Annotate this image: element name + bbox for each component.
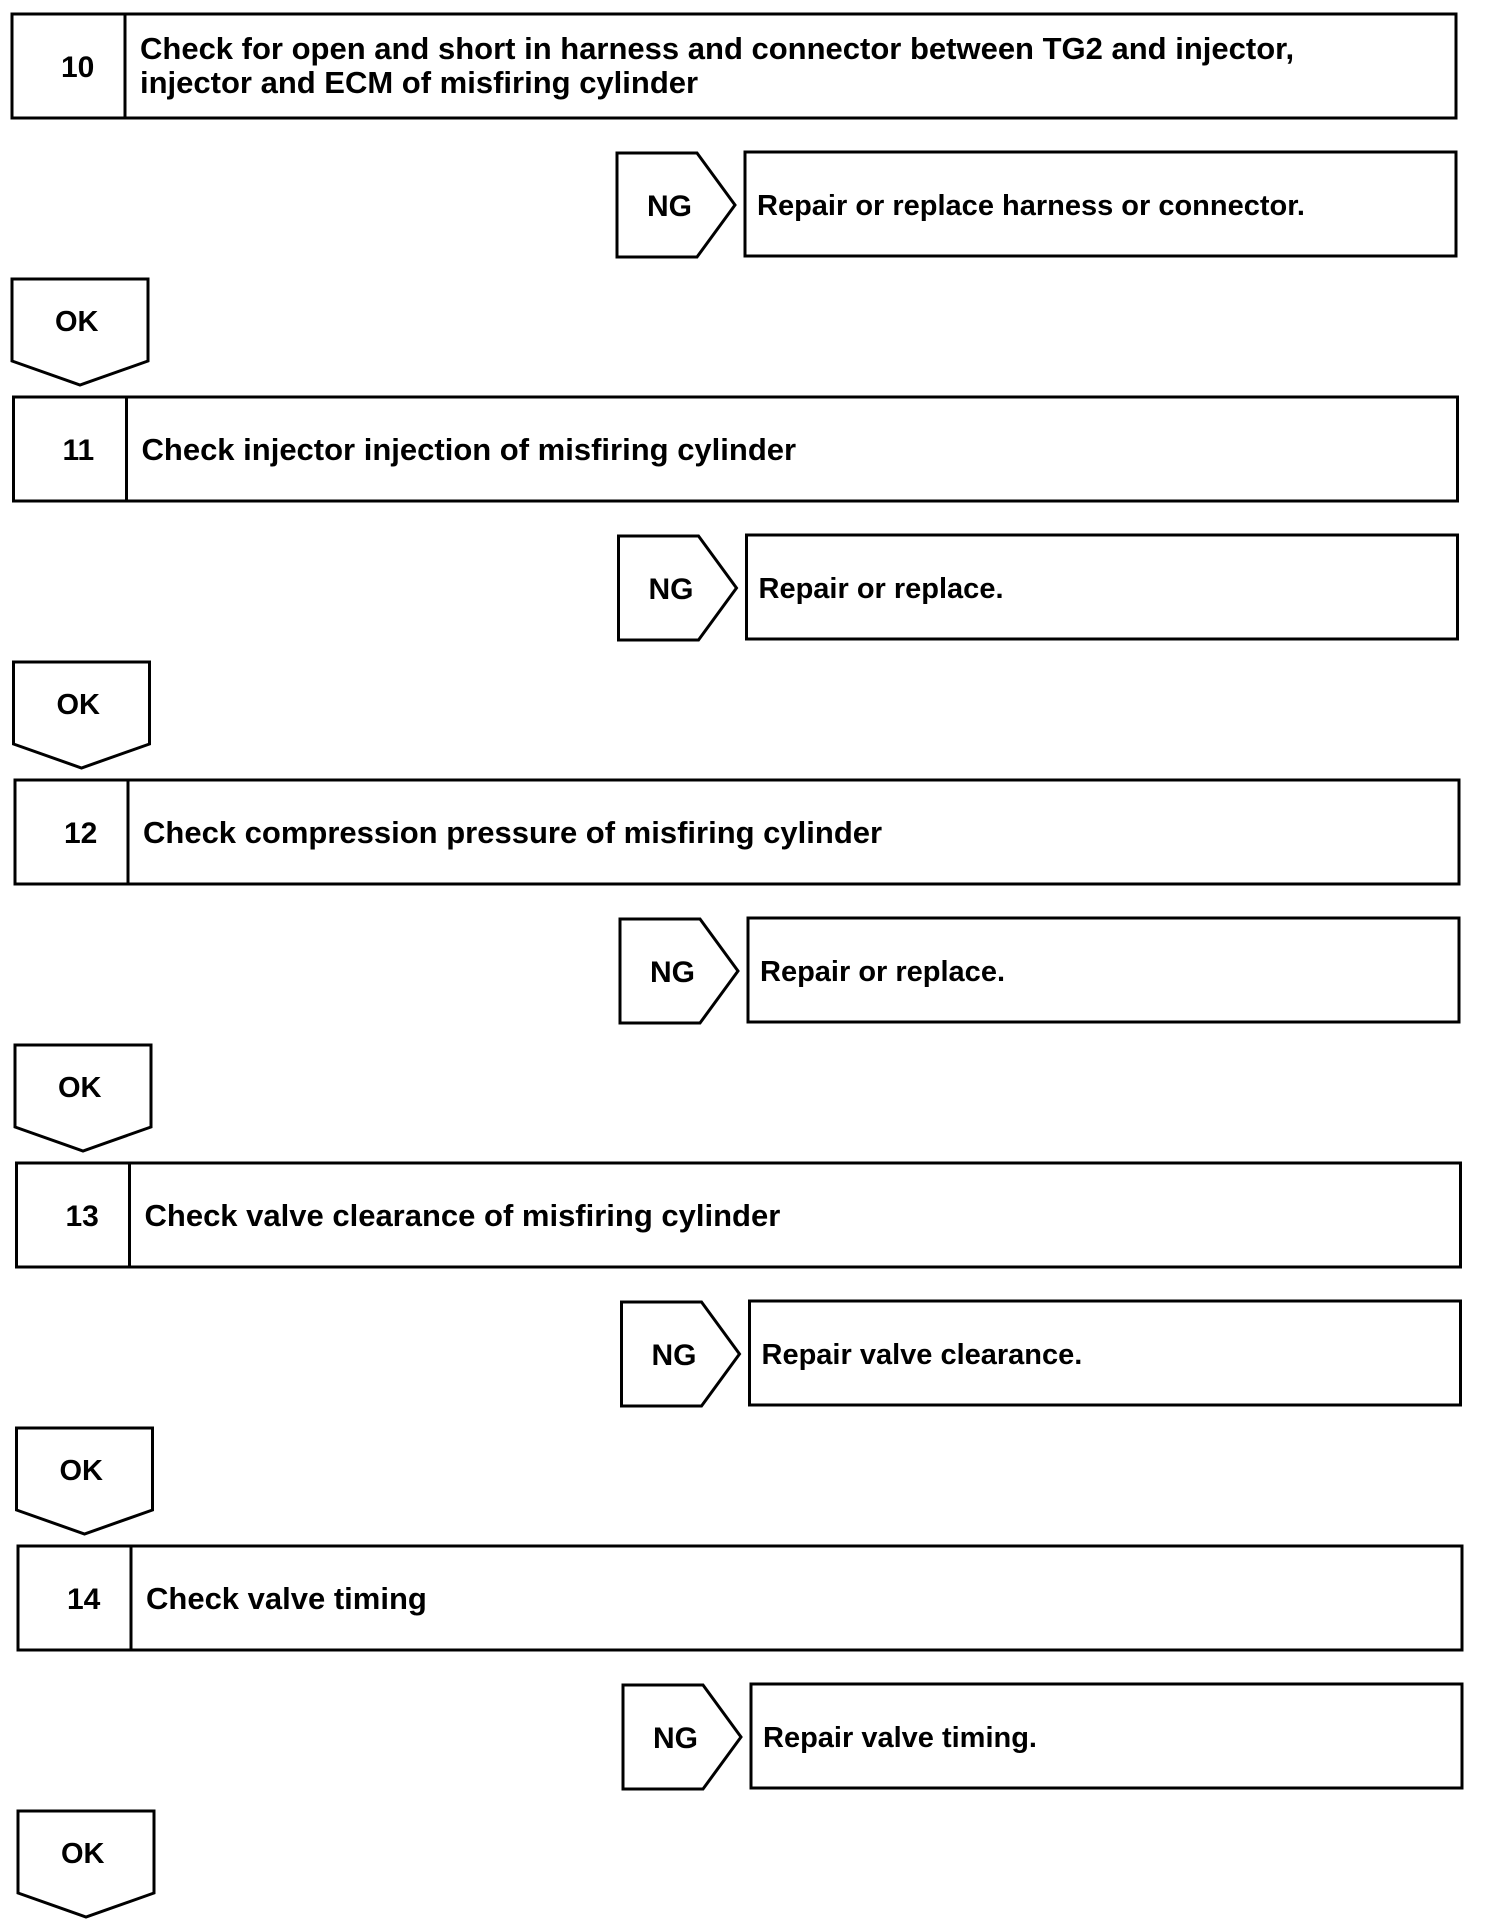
step-12-title: Check compression pressure of misfiring cylinder: [143, 815, 883, 850]
step-11-ng-label: NG: [648, 573, 694, 606]
step-12-ng-action: Repair or replace.: [760, 956, 1005, 988]
step-14-ng-label: NG: [653, 1722, 698, 1755]
step-11-ok-label: OK: [56, 689, 100, 721]
step-14-ng-action: Repair valve timing.: [763, 1722, 1037, 1754]
step-10-number: 10: [61, 51, 95, 84]
step-13-ok-label: OK: [59, 1455, 103, 1487]
step-12-number: 12: [64, 817, 98, 850]
step-13-ng-label: NG: [651, 1339, 697, 1372]
step-11-title: Check injector injection of misfiring cylinder: [141, 432, 797, 467]
step-10-ng-action: Repair or replace harness or connector.: [757, 190, 1305, 222]
step-12-ok-label: OK: [58, 1072, 102, 1104]
step-14-title: Check valve timing: [146, 1581, 427, 1616]
step-11-number: 11: [62, 434, 95, 467]
step-10-ok-label: OK: [55, 306, 99, 338]
step-14-number: 14: [67, 1583, 101, 1616]
step-13-number: 13: [65, 1200, 99, 1233]
step-11-ng-action: Repair or replace.: [758, 573, 1004, 605]
step-10-ng-label: NG: [647, 190, 692, 223]
step-10-title-line-2: injector and ECM of misfiring cylinder: [140, 65, 699, 100]
step-13-ng-action: Repair valve clearance.: [761, 1339, 1083, 1371]
step-10-title-line-1: Check for open and short in harness and connector between TG2 and injector,: [140, 31, 1295, 66]
step-14-ok-label: OK: [61, 1838, 105, 1870]
step-13-title: Check valve clearance of misfiring cylinder: [144, 1198, 781, 1233]
step-12-ng-label: NG: [650, 956, 695, 989]
